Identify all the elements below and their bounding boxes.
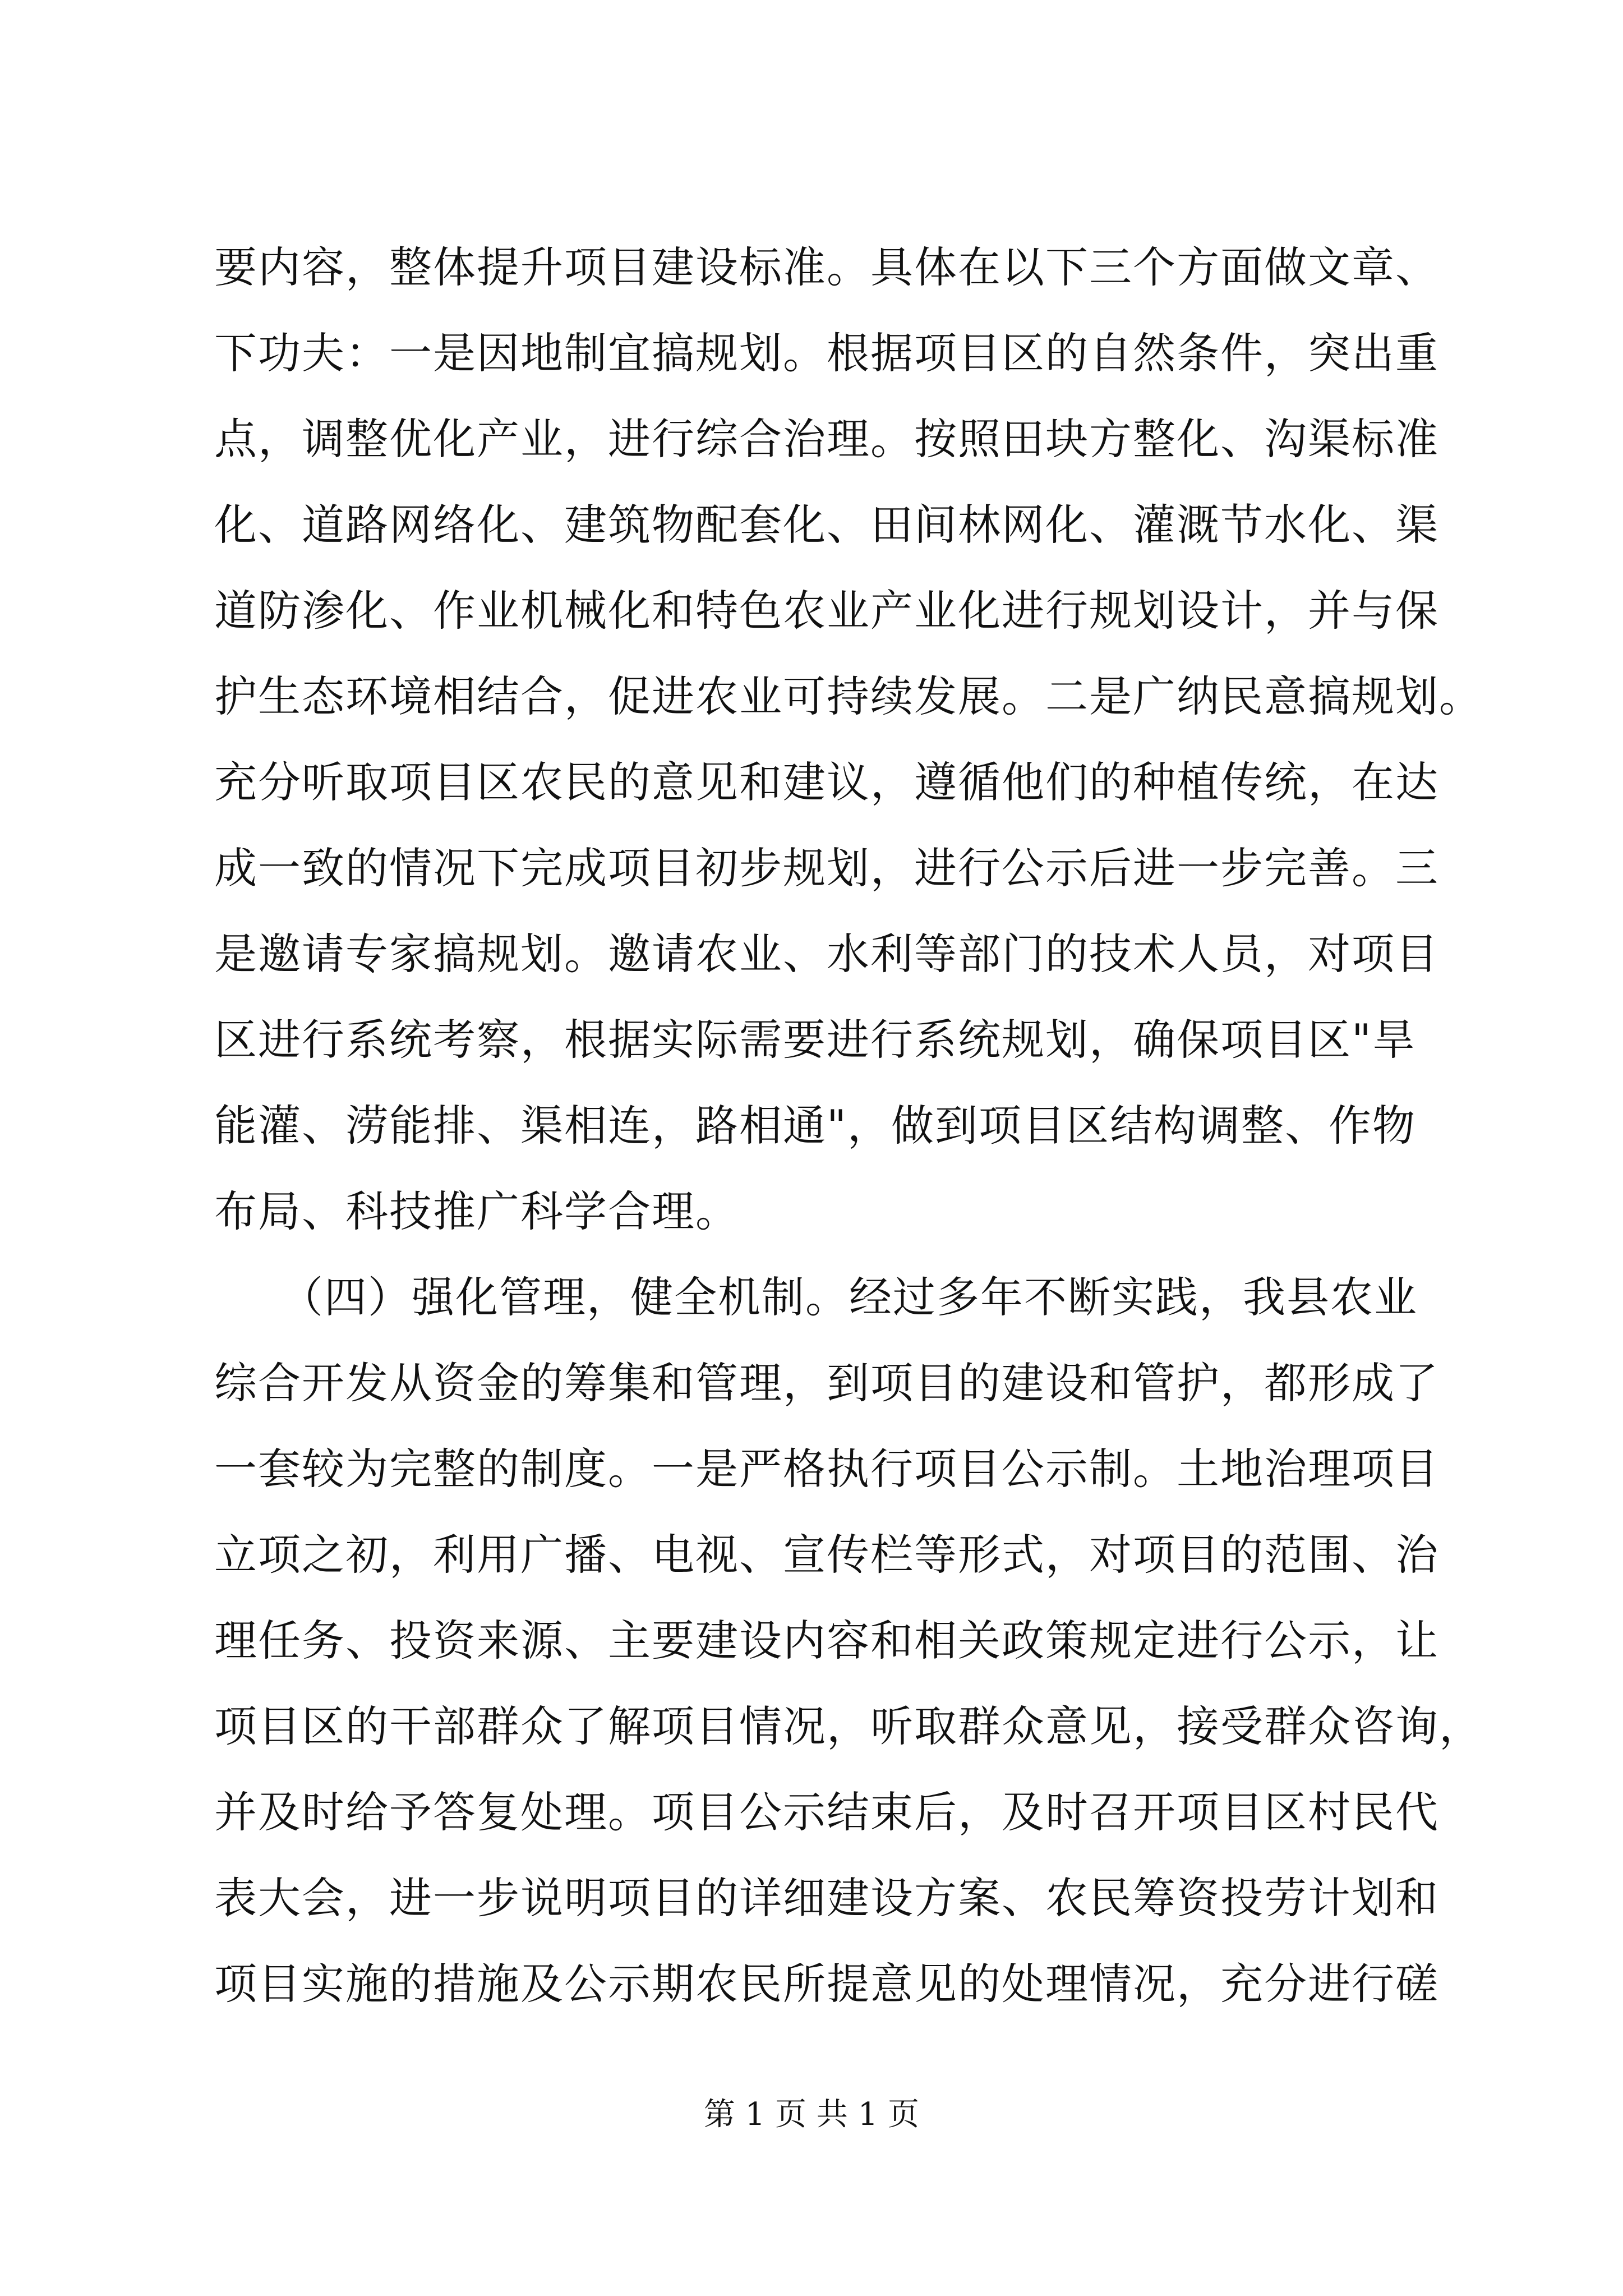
text-line: 区进行系统考察，根据实际需要进行系统规划，确保项目区"旱 (214, 1015, 1416, 1065)
text-line: 综合开发从资金的筹集和管理，到项目的建设和管护，都形成了 (214, 1358, 1439, 1408)
text-line: 项目区的干部群众了解项目情况，听取群众意见，接受群众咨询， (214, 1701, 1483, 1751)
text-line: 要内容，整体提升项目建设标准。具体在以下三个方面做文章、 (214, 242, 1439, 292)
text-line: 理任务、投资来源、主要建设内容和相关政策规定进行公示，让 (214, 1616, 1439, 1665)
text-line: 能灌、涝能排、渠相连，路相通"，做到项目区结构调整、作物 (214, 1101, 1416, 1151)
text-line: 表大会，进一步说明项目的详细建设方案、农民筹资投劳计划和 (214, 1873, 1439, 1923)
text-line: 道防渗化、作业机械化和特色农业产业化进行规划设计，并与保 (214, 586, 1439, 636)
text-line: 立项之初，利用广播、电视、宣传栏等形式，对项目的范围、治 (214, 1530, 1439, 1580)
page-footer: 第 1 页 共 1 页 (703, 2096, 920, 2133)
body-text (214, 224, 1483, 2027)
text-line: （四）强化管理，健全机制。经过多年不断实践，我县农业 (214, 1272, 1418, 1322)
text-line: 是邀请专家搞规划。邀请农业、水利等部门的技术人员，对项目 (214, 929, 1439, 979)
text-line: 点，调整优化产业，进行综合治理。按照田块方整化、沟渠标准 (214, 414, 1439, 464)
text-line: 护生态环境相结合，促进农业可持续发展。二是广纳民意搞规划。 (214, 671, 1483, 721)
text-line: 一套较为完整的制度。一是严格执行项目公示制。土地治理项目 (214, 1444, 1439, 1494)
text-line: 并及时给予答复处理。项目公示结束后，及时召开项目区村民代 (214, 1787, 1439, 1837)
text-line: 布局、科技推广科学合理。 (214, 1186, 739, 1236)
text-line: 成一致的情况下完成项目初步规划，进行公示后进一步完善。三 (214, 843, 1439, 893)
text-line: 化、道路网络化、建筑物配套化、田间林网化、灌溉节水化、渠 (214, 500, 1439, 550)
text-line: 项目实施的措施及公示期农民所提意见的处理情况，充分进行磋 (214, 1959, 1439, 2009)
text-line: 充分听取项目区农民的意见和建议，遵循他们的种植传统，在达 (214, 757, 1439, 807)
text-line: 下功夫：一是因地制宜搞规划。根据项目区的自然条件，突出重 (214, 328, 1439, 378)
